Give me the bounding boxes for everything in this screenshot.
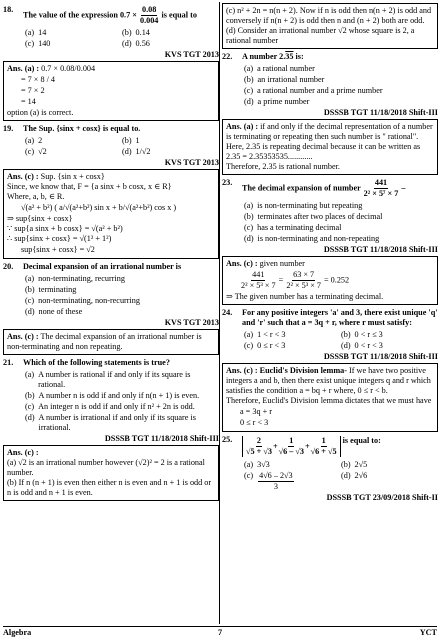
- option-text: terminates after two places of decimal: [257, 212, 383, 221]
- option-text: 1 < r < 3: [257, 330, 286, 339]
- answer-line: ⇒ sup{sinx + cosx}: [7, 214, 73, 223]
- answer-24: [222, 363, 438, 432]
- fraction: [241, 270, 276, 291]
- options-19: [25, 136, 219, 157]
- option-b[interactable]: [341, 460, 438, 470]
- fraction: [286, 270, 321, 291]
- numerator: 1: [321, 436, 326, 445]
- fraction: [364, 178, 399, 199]
- answer-line: = 7 × 2: [21, 86, 45, 95]
- option-label: (c): [244, 86, 254, 95]
- answer-line: (a) √2 is an irrational number however (√2)² = 2 is a rational number.: [7, 458, 205, 477]
- option-label: (a): [244, 460, 254, 469]
- question-number: 18.: [3, 5, 14, 14]
- option-text: √2: [38, 147, 47, 156]
- answer-line: option (a) is correct.: [7, 108, 74, 117]
- bracketed-expression: $\frac{2}{√5 + √3}$ + $\frac{1}{√6 - √3}$ + $\frac{1}{√6 + √5}$: [242, 436, 341, 457]
- option-text: 2√6: [354, 471, 368, 480]
- option-d[interactable]: [122, 39, 219, 49]
- denominator: √6 – √3: [278, 447, 304, 456]
- answer-line: Since, we know that, F = {a sinx + b cosx, x ∈ R}: [7, 182, 172, 191]
- source-label: DSSSB TGT 11/18/2018 Shift-III: [323, 245, 438, 254]
- denominator: 2² × 5⁷ × 7: [363, 189, 399, 198]
- options-20: [25, 274, 219, 317]
- option-text: 0 < r < 3: [354, 341, 383, 350]
- option-label: (a): [244, 201, 254, 210]
- source-label: KVS TGT 2013: [164, 50, 219, 59]
- option-d[interactable]: [25, 307, 219, 317]
- option-label: (d): [25, 307, 35, 316]
- option-text: An integer n is odd if and only if n² + 2n is odd.: [38, 402, 195, 411]
- numerator: 1: [289, 436, 294, 445]
- answer-line: √(a² + b²) ( a/√(a²+b²) sin x + b/√(a²+b²) cos x ): [21, 203, 177, 212]
- option-label: (d): [25, 413, 35, 422]
- stem-text: is equal to:: [342, 436, 381, 445]
- option-label: (c): [25, 39, 35, 48]
- question-20: [3, 262, 219, 272]
- answer-label: Ans. (c) :: [226, 259, 258, 268]
- option-text: non-terminating, recurring: [38, 274, 125, 283]
- option-b[interactable]: [122, 136, 219, 146]
- option-c[interactable]: [25, 39, 122, 49]
- answer-line: = 7 × 8 / 4: [21, 75, 56, 84]
- answer-label: Ans. (a) :: [7, 64, 40, 73]
- question-number: 20.: [3, 262, 14, 271]
- option-label: (b): [244, 75, 254, 84]
- question-24: [222, 308, 438, 328]
- numerator: 441: [252, 270, 265, 279]
- option-label: (d): [244, 97, 254, 106]
- numerator: 2: [256, 436, 262, 445]
- option-text: a rational number: [257, 64, 315, 73]
- equation-result: = 0.252: [324, 275, 350, 285]
- answer-line: Sup. {sin x + cosx}: [40, 172, 105, 181]
- denominator: 0.004: [139, 16, 159, 25]
- option-label: (d): [244, 234, 254, 243]
- option-text: A number is rational if and only if its square is rational.: [38, 370, 191, 389]
- option-d[interactable]: [122, 147, 219, 157]
- option-label: (a): [244, 64, 254, 73]
- option-label: (b): [341, 330, 351, 339]
- option-a[interactable]: [244, 460, 341, 470]
- answer-line: Where, a, b, ∈ R.: [7, 192, 65, 201]
- answer-line: (c) n² + 2n = n(n + 2). Now if n is odd then n(n + 2) is odd and conversely if n(n + 2) is odd then n and (n + 2) both are odd.: [226, 6, 432, 25]
- option-a[interactable]: [25, 28, 122, 38]
- stem-text: A number: [242, 52, 280, 61]
- option-label: (a): [25, 370, 35, 379]
- stem-text: is:: [293, 52, 304, 61]
- fraction: [140, 5, 158, 26]
- fraction: [311, 436, 337, 457]
- option-c[interactable]: [25, 147, 122, 157]
- option-label: (b): [25, 391, 35, 400]
- option-a[interactable]: [244, 64, 438, 74]
- question-number: 21.: [3, 358, 14, 367]
- question-stem: For any positive integers 'a' and 3, there exist unique 'q' and 'r' such that a = 3q + r, where r must satisfy:: [242, 308, 438, 327]
- options-22: [244, 64, 438, 107]
- source-label: DSSSB TGT 23/09/2018 Shift-II: [326, 493, 438, 502]
- question-stem: Which of the following statements is true?: [23, 358, 170, 367]
- options-25: [244, 460, 438, 492]
- option-label: (b): [122, 28, 132, 37]
- numerator: 441: [374, 178, 388, 187]
- answer-22: [222, 119, 438, 175]
- source-label: KVS TGT 2013: [164, 158, 219, 167]
- options-21: [25, 370, 219, 433]
- options-18: [25, 28, 219, 49]
- answer-line: ∴ sup{sinx + cosx} = √(1² + 1²): [7, 234, 112, 243]
- answer-line: Therefore, Euclid's Division lemma dictates that we must have: [226, 396, 432, 405]
- question-19: [3, 124, 219, 134]
- answer-label: Ans. (c) :: [7, 332, 39, 341]
- answer-line: a = 3q + r: [240, 407, 272, 416]
- answer-line: 0.7 × 0.08/0.004: [41, 64, 96, 73]
- answer-line: (d) Consider an irrational number √2 whose square is 2, a rational number: [226, 26, 415, 45]
- options-23: [244, 201, 438, 244]
- footer-subject: Algebra: [3, 628, 32, 637]
- fraction: [246, 436, 272, 457]
- question-23: [222, 178, 438, 199]
- denominator: √6 + √5: [310, 447, 337, 456]
- source-label: KVS TGT 2013: [164, 318, 219, 327]
- option-d[interactable]: [341, 341, 438, 351]
- answer-text: The decimal expansion of an irrational number is non-terminating and non repeating.: [7, 332, 202, 351]
- option-label: (a): [25, 136, 35, 145]
- option-a[interactable]: [244, 330, 341, 340]
- stem-text: –: [401, 183, 406, 193]
- option-label: (b): [244, 212, 254, 221]
- option-text: a rational number and a prime number: [257, 86, 383, 95]
- question-25: [222, 435, 438, 458]
- right-column: [222, 2, 438, 503]
- option-text: 1/√2: [135, 147, 151, 156]
- answer-line: given number: [259, 259, 305, 268]
- fraction: [258, 471, 294, 492]
- answer-line: 0 ≤ r < 3: [240, 418, 269, 427]
- option-c[interactable]: [25, 402, 219, 412]
- option-label: (c): [244, 223, 254, 232]
- answer-label: Ans. (a) :: [226, 122, 259, 131]
- option-a[interactable]: [25, 370, 219, 390]
- answer-19: [3, 169, 219, 259]
- answer-line: = 14: [21, 97, 36, 106]
- option-label: (a): [25, 28, 35, 37]
- option-label: (c): [25, 147, 35, 156]
- option-label: (c): [25, 402, 35, 411]
- option-text: is non-terminating and non-repeating: [257, 234, 380, 243]
- answer-line: Here, 2.35 is repeating decimal because it can be written as 2.35 = 2.35353535............: [226, 142, 421, 161]
- answer-label: Ans. (c) :: [7, 448, 39, 457]
- answer-equation: $\frac{441}{\text{2² × 5³ × 7}}$ = $\frac{63 \times 7}{\text{2² × 5³ × 7}}$ = 0.252: [241, 270, 350, 290]
- question-22: [222, 52, 438, 62]
- answer-line: If we have two positive integers a and b, then there exist unique integers q and r which satisfies the condition a = bq + r where, 0 ≤ r < b.: [226, 366, 431, 395]
- left-column: [3, 2, 219, 501]
- option-text: 0.14: [135, 28, 150, 37]
- stem-text: is equal to: [161, 10, 197, 20]
- question-number: 23.: [222, 178, 233, 187]
- question-number: 19.: [3, 124, 14, 133]
- option-label: (d): [122, 147, 132, 156]
- option-d[interactable]: [244, 97, 438, 107]
- option-c[interactable]: [244, 86, 438, 96]
- stem-text: 2.: [279, 52, 286, 61]
- option-label: (b): [122, 136, 132, 145]
- answer-23: [222, 256, 438, 305]
- option-text: 2√5: [354, 460, 368, 469]
- option-text: 0 ≤ r < 3: [257, 341, 286, 350]
- option-text: terminating: [38, 285, 77, 294]
- answer-line: sup{sinx + cosx} = √2: [21, 245, 95, 254]
- question-number: 25.: [222, 435, 233, 444]
- stem-text: The decimal expansion of number: [242, 183, 361, 193]
- answer-label: Ans. (c) : Euclid's Division lemma-: [226, 366, 347, 375]
- option-label: (b): [341, 460, 351, 469]
- numerator: 4√6 – 2√3: [259, 471, 293, 480]
- option-label: (c): [244, 341, 254, 350]
- question-number: 22.: [222, 52, 233, 61]
- option-c[interactable]: [25, 296, 219, 306]
- answer-line: Therefore, 2.35 is rational number.: [226, 162, 340, 171]
- option-d[interactable]: [25, 413, 219, 433]
- option-label: (a): [25, 274, 35, 283]
- option-text: 140: [38, 39, 51, 48]
- option-b[interactable]: [244, 75, 438, 85]
- page-number: 7: [217, 628, 223, 637]
- option-text: a prime number: [257, 97, 310, 106]
- question-stem: [242, 435, 438, 458]
- option-label: (c): [244, 471, 254, 480]
- option-label: (d): [122, 39, 132, 48]
- option-c[interactable]: [244, 471, 341, 492]
- option-text: 2: [38, 136, 43, 145]
- column-divider: [219, 2, 220, 624]
- source-label: DSSSB TGT 11/18/2018 Shift-III: [323, 352, 438, 361]
- option-d[interactable]: [244, 234, 438, 244]
- question-number: 24.: [222, 308, 233, 317]
- answer-line: if and only if the decimal representation of a number is terminating or repeating then such number is " rational".: [226, 122, 433, 141]
- answer-18: [3, 61, 219, 121]
- option-label: (c): [25, 296, 35, 305]
- question-stem: The Sup. {sinx + cosx} is equal to.: [23, 124, 141, 133]
- option-text: none of these: [38, 307, 83, 316]
- question-stem: [23, 5, 219, 26]
- option-b[interactable]: [122, 28, 219, 38]
- page-footer: [3, 626, 437, 638]
- option-text: 1: [135, 136, 140, 145]
- option-label: (b): [25, 285, 35, 294]
- option-text: 0 < r ≤ 3: [354, 330, 383, 339]
- option-a[interactable]: [25, 274, 219, 284]
- answer-label: Ans. (c) :: [7, 172, 39, 181]
- option-text: non-terminating, non-recurring: [38, 296, 140, 305]
- numerator: 63 × 7: [293, 270, 315, 279]
- option-d[interactable]: [341, 471, 438, 492]
- question-18: [3, 5, 219, 26]
- option-text: is non-terminating but repeating: [257, 201, 363, 210]
- numerator: 0.08: [142, 5, 157, 14]
- option-text: 3√3: [257, 460, 270, 469]
- answer-line: ∵ sup{a sinx + b cosx} = √(a² + b²): [7, 224, 123, 233]
- question-stem: [242, 178, 438, 199]
- footer-publisher: YCT: [419, 628, 437, 637]
- option-a[interactable]: [25, 136, 122, 146]
- question-stem: Decimal expansion of an irrational number is: [23, 262, 182, 271]
- option-text: an irrational number: [257, 75, 325, 84]
- denominator: 2² × 5³ × 7: [241, 281, 276, 290]
- option-b[interactable]: [25, 285, 219, 295]
- question-stem: [242, 52, 438, 62]
- option-text: 0.56: [135, 39, 150, 48]
- option-label: (d): [341, 471, 351, 480]
- option-b[interactable]: [341, 330, 438, 340]
- answer-line: (b) If n (n + 1) is even then either n is even and n + 1 is odd or n is odd and n + 1 is even.: [7, 478, 212, 497]
- option-label: (d): [341, 341, 351, 350]
- answer-line: ⇒ The given number has a terminating decimal.: [226, 292, 384, 301]
- option-a[interactable]: [244, 201, 438, 211]
- question-21: [3, 358, 219, 368]
- answer-20: [3, 329, 219, 355]
- answer-21-continued: [222, 3, 438, 49]
- source-label: DSSSB TGT 11/18/2018 Shift-III: [323, 108, 438, 117]
- option-b[interactable]: [25, 391, 219, 401]
- option-c[interactable]: [244, 223, 438, 233]
- source-label: DSSSB TGT 11/18/2018 Shift-III: [104, 434, 219, 443]
- option-c[interactable]: [244, 341, 341, 351]
- denominator: 3: [273, 482, 278, 491]
- stem-text: The value of the expression 0.7 ×: [23, 10, 137, 20]
- option-text: A number n is odd if and only if n(n + 1) is even.: [38, 391, 200, 400]
- option-b[interactable]: [244, 212, 438, 222]
- denominator: 2² × 5³ × 7: [286, 281, 321, 290]
- option-text: A number is irrational if and only if its square is irrational.: [38, 413, 196, 432]
- denominator: √5 + √3: [246, 447, 272, 456]
- option-text: 14: [38, 28, 47, 37]
- options-24: [244, 330, 438, 351]
- repeating-digits: 35: [285, 52, 294, 61]
- fraction: [279, 436, 304, 457]
- answer-21: [3, 445, 219, 501]
- option-text: has a terminating decimal: [257, 223, 342, 232]
- option-label: (a): [244, 330, 254, 339]
